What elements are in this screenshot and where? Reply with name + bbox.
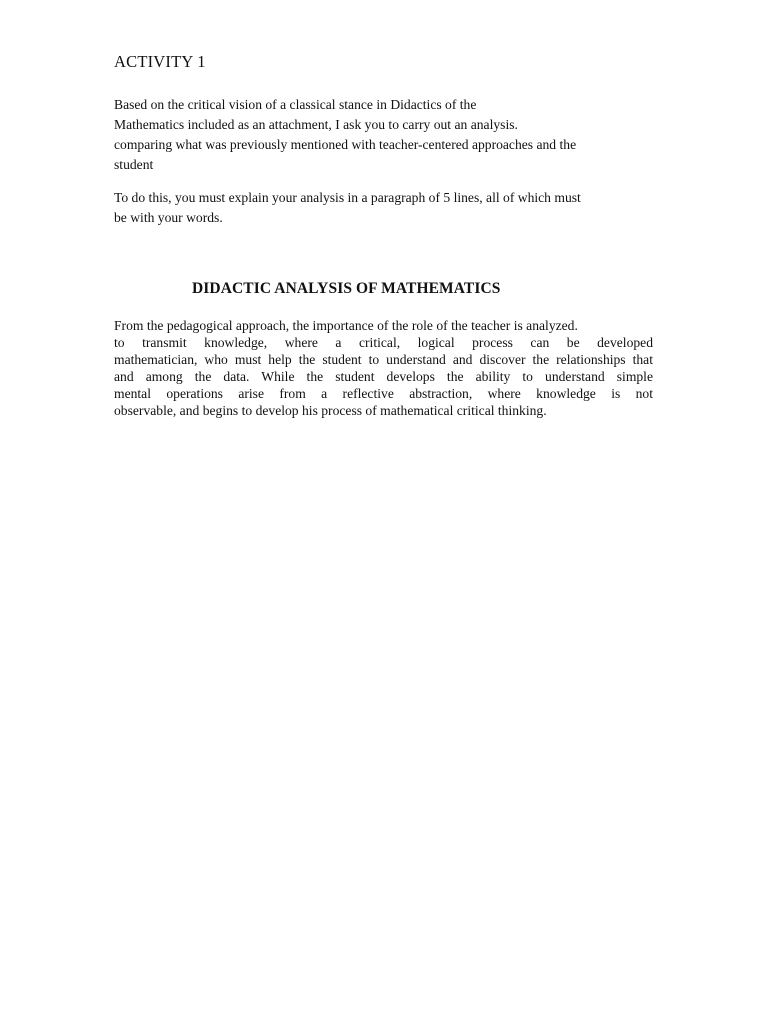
instructions-line: comparing what was previously mentioned with teacher-centered approaches and the — [114, 137, 577, 152]
analysis-line: From the pedagogical approach, the importance of the role of the teacher is analyzed. — [114, 318, 578, 333]
activity-title: ACTIVITY 1 — [114, 52, 206, 71]
instructions-line: Based on the critical vision of a classical stance in Didactics of the — [114, 97, 477, 112]
instructions-line: Mathematics included as an attachment, I ask you to carry out an analysis. — [114, 117, 518, 132]
instructions-line: To do this, you must explain your analysis in a paragraph of 5 lines, all of which must — [114, 190, 581, 205]
analysis-line: mental operations arise from a reflective abstraction, where knowledge is not — [114, 386, 653, 401]
instructions-paragraph-2 — [114, 188, 581, 228]
analysis-line: to transmit knowledge, where a critical, logical process can be developed — [114, 335, 653, 350]
instructions-line: be with your words. — [114, 210, 223, 225]
analysis-paragraph — [114, 317, 653, 419]
instructions-line: student — [114, 157, 154, 172]
analysis-heading: DIDACTIC ANALYSIS OF MATHEMATICS — [192, 280, 501, 297]
analysis-line: observable, and begins to develop his process of mathematical critical thinking. — [114, 403, 547, 418]
analysis-line: and among the data. While the student develops the ability to understand simple — [114, 369, 653, 384]
analysis-line: mathematician, who must help the student to understand and discover the relationships that — [114, 352, 653, 367]
instructions-paragraph-1 — [114, 95, 576, 175]
